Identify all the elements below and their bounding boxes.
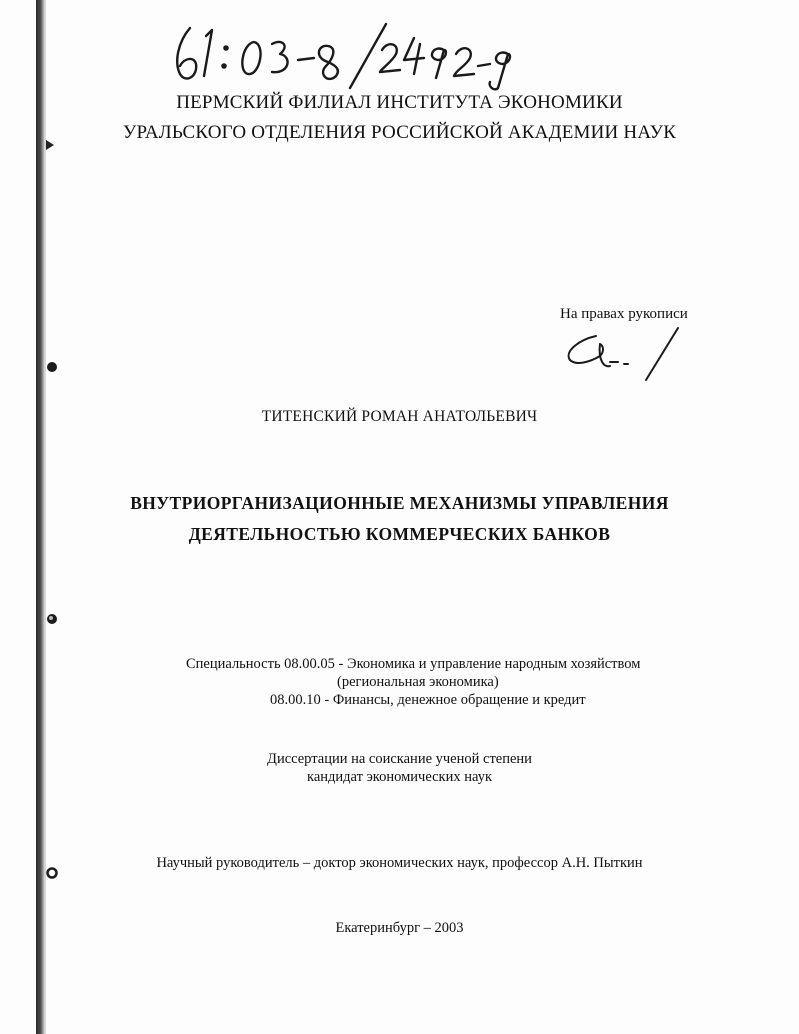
dissertation-title-line-1: ВНУТРИОРГАНИЗАЦИОННЫЕ МЕХАНИЗМЫ УПРАВЛЕНИЯ [130,493,669,513]
dissertation-title-line-2: ДЕЯТЕЛЬНОСТЬЮ КОММЕРЧЕСКИХ БАНКОВ [188,524,611,544]
binding-hole-icon [45,612,59,626]
specialty-line-3: 08.00.10 - Финансы, денежное обращение и кредит [270,692,586,708]
scan-binding-edge [36,0,44,1034]
degree-line-1: Диссертации на соискание ученой степени [267,751,532,767]
author-name: ТИТЕНСКИЙ РОМАН АНАТОЛЬЕВИЧ [261,408,538,425]
supervisor-line: Научный руководитель – доктор экономических наук, профессор А.Н. Пыткин [156,855,643,871]
place-year: Екатеринбург – 2003 [335,920,464,936]
specialty-line-1: Специальность 08.00.05 - Экономика и управление народным хозяйством [186,656,641,672]
handwritten-archive-code [168,14,518,94]
binding-hole-icon [45,360,59,374]
institution-line-2: УРАЛЬСКОГО ОТДЕЛЕНИЯ РОССИЙСКОЙ АКАДЕМИИ НАУК [122,122,677,143]
rights-notice: На правах рукописи [560,306,688,322]
specialty-line-2: (региональная экономика) [337,674,499,690]
degree-line-2: кандидат экономических наук [307,769,492,785]
author-signature [560,326,690,382]
institution-line-1: ПЕРМСКИЙ ФИЛИАЛ ИНСТИТУТА ЭКОНОМИКИ [176,92,623,113]
